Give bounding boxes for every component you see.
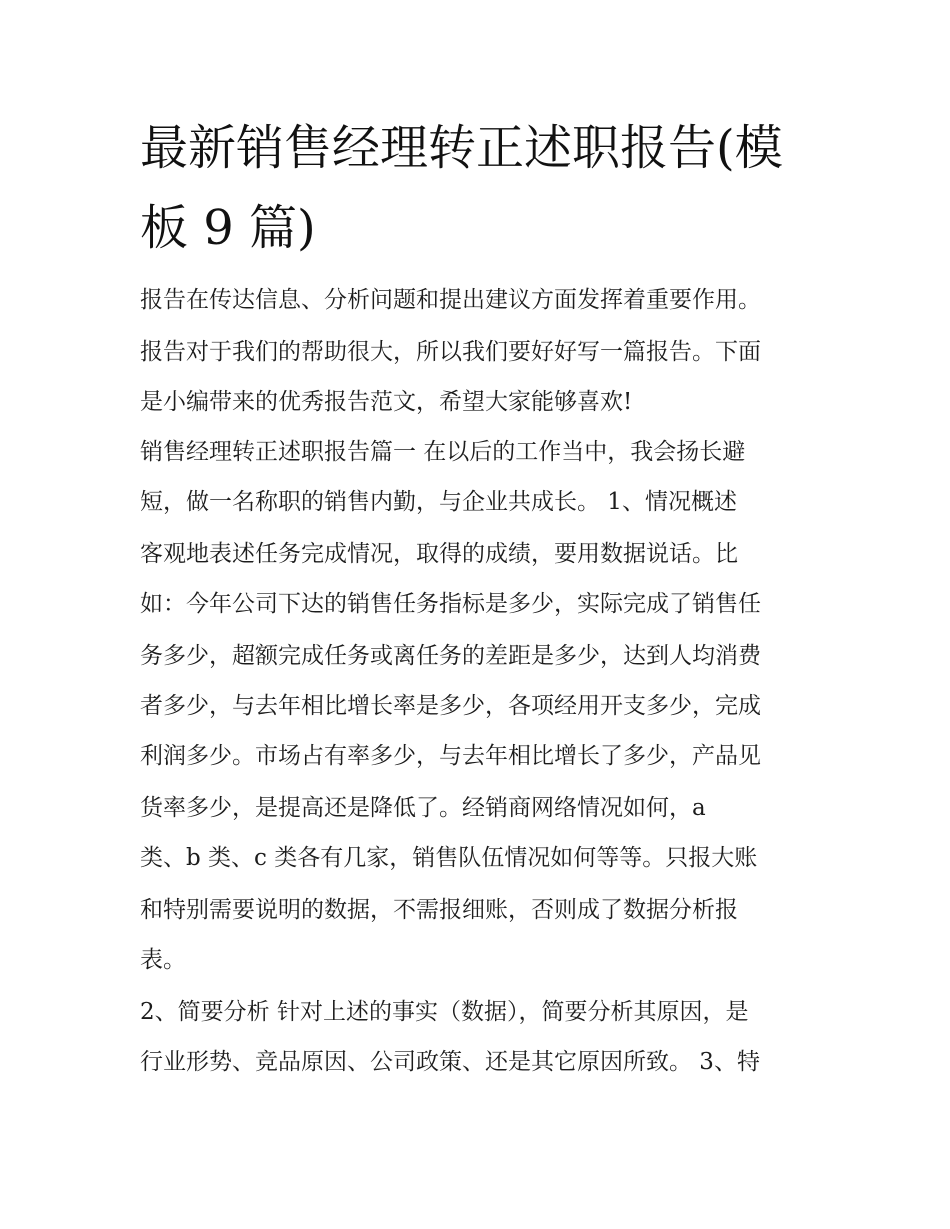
- body-line-5: 短，做一名称职的销售内勤，与企业共成长。 1、情况概述: [140, 489, 737, 515]
- body-line-2: 报告对于我们的帮助很大，所以我们要好好写一篇报告。下面: [140, 339, 761, 365]
- body-line-1: 报告在传达信息、分析问题和提出建议方面发挥着重要作用。: [140, 287, 761, 313]
- body-line-11: 货率多少，是提高还是降低了。经销商网络情况如何，a: [140, 795, 706, 821]
- body-line-4: 销售经理转正述职报告篇一 在以后的工作当中，我会扬长避: [140, 439, 746, 465]
- document-title-line-2: 板 9 篇): [140, 200, 316, 256]
- body-line-12: 类、b 类、c 类各有几家，销售队伍情况如何等等。只报大账: [140, 845, 758, 871]
- body-line-9: 者多少，与去年相比增长率是多少，各项经用开支多少，完成: [140, 693, 761, 719]
- body-line-7: 如：今年公司下达的销售任务指标是多少，实际完成了销售任: [140, 591, 761, 617]
- body-line-10: 利润多少。市场占有率多少，与去年相比增长了多少，产品见: [140, 743, 761, 769]
- body-line-3: 是小编带来的优秀报告范文，希望大家能够喜欢!: [140, 389, 633, 415]
- body-line-13: 和特别需要说明的数据，不需报细账，否则成了数据分析报: [140, 897, 738, 923]
- body-line-16: 行业形势、竞品原因、公司政策、还是其它原因所致。 3、特: [140, 1049, 760, 1075]
- body-line-14: 表。: [140, 947, 186, 973]
- body-line-6: 客观地表述任务完成情况，取得的成绩，要用数据说话。比: [140, 541, 738, 567]
- body-line-8: 务多少，超额完成任务或离任务的差距是多少，达到人均消费: [140, 643, 761, 669]
- body-line-15: 2、简要分析 针对上述的事实（数据），简要分析其原因，是: [140, 999, 749, 1025]
- document-title-line-1: 最新销售经理转正述职报告(模: [140, 120, 783, 176]
